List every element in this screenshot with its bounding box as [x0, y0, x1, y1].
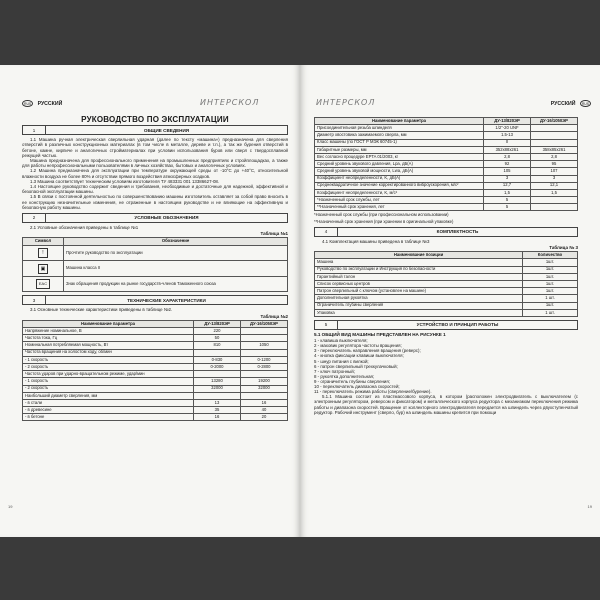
table-row	[315, 139, 578, 146]
table-cell: Коэффициент неопределенности, K, дБ(А)	[315, 175, 484, 182]
table-cell: 50	[194, 335, 241, 342]
package-table	[314, 251, 578, 317]
table-cell: 12,1	[531, 182, 578, 189]
table-cell: 32000	[194, 385, 241, 392]
table-cell: 1шт.	[523, 281, 578, 288]
table-cell: 107	[531, 168, 578, 175]
table-row	[315, 125, 578, 132]
section-title: УСТРОЙСТВО И ПРИНЦИП РАБОТЫ	[416, 322, 499, 328]
list-item: 9 - ограничитель глубины сверления;	[314, 378, 390, 384]
table-header: ДУ-16/1050ЭР	[531, 118, 578, 125]
table-row	[315, 168, 578, 175]
table-row	[315, 302, 578, 309]
section-number: 5	[315, 321, 338, 329]
table-cell: 5	[484, 197, 531, 204]
table-cell: 16	[241, 399, 288, 406]
table-row	[23, 399, 288, 406]
specs-table-continued	[314, 117, 578, 211]
table-cell: 35	[194, 407, 241, 414]
table-header: ДУ-13/820ЭР	[484, 118, 531, 125]
table-cell	[531, 132, 578, 139]
table-cell	[531, 204, 578, 211]
table-cell	[531, 125, 578, 132]
section-title: ТЕХНИЧЕСКИЕ ХАРАКТЕРИСТИКИ	[127, 297, 206, 303]
table-cell: Машина класса II	[64, 261, 288, 277]
list-item: 7 - ключ патронный;	[314, 368, 355, 374]
table-row	[23, 407, 288, 414]
table-cell: 16	[194, 414, 241, 421]
table-cell: Средний уровень звуковой мощности, Lwa, дБ(А)	[315, 168, 484, 175]
paragraph: Машина предназначена для профессионального применения на промышленных предприятиях и стройплощадках, а также для работы непрофессиональными пользователями в личных хозяйствах, бытовых и аналогичных условиях.	[22, 158, 288, 169]
table-row	[315, 182, 578, 189]
table-cell: 358х85х261	[531, 146, 578, 153]
table-cell: - в стали	[23, 399, 194, 406]
paragraph: 3.1 Основные технические характеристики приведены в таблице №2.	[30, 307, 173, 313]
table-row	[315, 281, 578, 288]
paragraph: 1.3 Машина соответствует техническим условиям изготовителя ТУ 483331 001 13386627-08.	[30, 178, 220, 184]
section-header	[22, 295, 288, 305]
table-row	[23, 414, 288, 421]
table-cell: 92	[484, 161, 531, 168]
table-row	[23, 392, 288, 399]
table-header: Обозначение	[64, 238, 288, 245]
table-cell: Машина	[315, 259, 523, 266]
table-header: ДУ-16/1050ЭР	[241, 320, 288, 327]
left-content	[22, 117, 288, 421]
table-cell: Знак обращения продукции на рынке государств-членов Таможенного союза	[64, 276, 288, 292]
table-cell: Частота вращения на холостом ходу, об/мин	[23, 349, 194, 356]
table-cell: Частота тока, Гц	[23, 335, 194, 342]
table-row	[315, 153, 578, 160]
table-cell: Напряжение номинальное, В	[23, 328, 194, 335]
table-row	[23, 342, 288, 349]
lang-label: РУССКИЙ	[37, 100, 63, 107]
table-cell: Список сервисных центров	[315, 281, 523, 288]
footnote: *Назначенный срок службы (при профессиональном использовании)	[314, 212, 449, 218]
table-cell: 0-2000	[194, 363, 241, 370]
table-row	[315, 288, 578, 295]
table-cell: 1шт.	[523, 302, 578, 309]
list-item: 4 - кнопка фиксации клавиши выключателя;	[314, 353, 404, 359]
table-cell: Коэффициент неопределенности, K, м/с²	[315, 189, 484, 196]
table-cell	[194, 349, 241, 356]
table-cell: 1,5	[531, 189, 578, 196]
table-cell: 1 шт.	[523, 295, 578, 302]
table-cell	[241, 392, 288, 399]
right-page	[300, 65, 600, 537]
table-cell: Патрон сверлильный с ключом (установлен на машине)	[315, 288, 523, 295]
right-header	[500, 100, 594, 110]
table-cell: - в бетоне	[23, 414, 194, 421]
table-cell: - в древесине	[23, 407, 194, 414]
parts-list	[314, 338, 578, 394]
section-title: УСЛОВНЫЕ ОБОЗНАЧЕНИЯ	[134, 215, 199, 221]
table-cell: - 1 скорость	[23, 378, 194, 385]
paragraph: 5.1.1 Машина состоит из пластмассового корпуса, в котором (расположен электродвигатель с выключателем (с электронным регулятором, реверсом и фиксатором) и металлического корпуса редуктора с механизмом переключения режима работы и диапазона скоростей. Вращение от коллекторного электродвигателя передается на шпиндель через двухступенчатый редуктор. Рабочий инструмент (сверло, бур) на шпиндель машины крепится при помощи	[314, 394, 578, 415]
table-header: ДУ-13/820ЭР	[194, 320, 241, 327]
table-cell: - 2 скорость	[23, 385, 194, 392]
table-cell: Упаковка	[315, 309, 523, 316]
list-item: 2 - маховик регулятора частоты вращения;	[314, 343, 402, 349]
list-item: 10 - переключатель диапазона скоростей;	[314, 383, 400, 389]
table-row	[23, 245, 288, 261]
table-row	[315, 204, 578, 211]
table-row	[23, 335, 288, 342]
table-header: Наименование параметра	[315, 118, 484, 125]
document-spread	[0, 65, 600, 537]
table-cell: 2,8	[531, 153, 578, 160]
table-cell: 1050	[241, 342, 288, 349]
list-item: 5 - шнур питания с вилкой;	[314, 358, 369, 364]
table-cell: 95	[531, 161, 578, 168]
table-cell: Диаметр хвостовика зажимаемого сверла, мм	[315, 132, 484, 139]
brand-logo: ИНТЕРСКОЛ	[316, 98, 376, 107]
table-cell: 19200	[241, 378, 288, 385]
table-cell: 0-2800	[241, 363, 288, 370]
doc-title: РУКОВОДСТВО ПО ЭКСПЛУАТАЦИИ	[81, 115, 229, 124]
table-cell: 2,8	[484, 153, 531, 160]
table-row	[315, 175, 578, 182]
section-number: 2	[23, 214, 46, 222]
page-number: 19	[587, 504, 592, 509]
table-cell: 1/2"-20 UNF	[484, 125, 531, 132]
table-row	[23, 371, 288, 378]
table-row	[315, 309, 578, 316]
table-cell	[241, 328, 288, 335]
table-row	[23, 349, 288, 356]
table-cell: 20	[241, 414, 288, 421]
list-item: 3 - переключатель направления вращения (реверс);	[314, 348, 421, 354]
paragraph: 1.5 В связи с постоянной деятельностью по совершенствованию машины изготовитель оставляет за собой право вносить в ее конструкцию незначительные изменения, не отраженные в настоящем руководстве и не влияющие на эффективную и безопасную работу машины.	[22, 194, 288, 210]
section-header	[314, 227, 578, 237]
lang-label: РУССКИЙ	[550, 100, 576, 107]
table-cell: Дополнительная рукоятка	[315, 295, 523, 302]
list-item: 1 - клавиша выключателя;	[314, 338, 368, 344]
table-cell: Частота ударов при ударно-вращательном режиме, удар/мин	[23, 371, 194, 378]
list-item: 8 - рукоятка дополнительная;	[314, 373, 375, 379]
table-cell	[241, 371, 288, 378]
table-label: Таблица № 3	[549, 245, 578, 251]
table-cell: 3	[484, 175, 531, 182]
section-header	[22, 125, 288, 135]
table-cell: 1шт.	[523, 259, 578, 266]
table-cell: Номинальная потребляемая мощность, Вт	[23, 342, 194, 349]
table-cell: 0-1200	[241, 356, 288, 363]
class-ii-icon: ▣	[38, 264, 48, 274]
table-row	[23, 363, 288, 370]
table-cell: Ограничитель глубины сверления	[315, 302, 523, 309]
table-cell: Гарантийный талон	[315, 273, 523, 280]
table-cell: *Назначенный срок службы, лет	[315, 197, 484, 204]
table-cell: Среднеквадратичное значение корректированного виброускорения, м/с²	[315, 182, 484, 189]
table-cell	[241, 349, 288, 356]
table-cell: 1шт.	[523, 288, 578, 295]
table-cell: Наибольший диаметр сверления, мм	[23, 392, 194, 399]
right-content	[314, 117, 578, 415]
table-cell: Вес согласно процедуре EPTA 01/2003, кг	[315, 153, 484, 160]
table-row	[315, 161, 578, 168]
table-row	[315, 295, 578, 302]
table-cell: 32000	[241, 385, 288, 392]
paragraph: 1.4 Настоящее руководство содержит сведения и требования, необходимые и достаточные для надежной, эффективной и безопасной эксплуатации машины.	[22, 184, 288, 195]
list-item: 11 - переключатель режима работы (сверление/бурение).	[314, 389, 432, 395]
table-cell	[194, 371, 241, 378]
section-header	[314, 320, 578, 330]
section-title: КОМПЛЕКТНОСТЬ	[436, 229, 479, 235]
table-row	[315, 259, 578, 266]
page-number: 19	[8, 504, 13, 509]
table-cell: **Назначенный срок хранения, лет	[315, 204, 484, 211]
table-header: Количество	[523, 252, 578, 259]
table-row	[23, 276, 288, 292]
table-cell: Руководство по эксплуатации и Инструкция по безопасности	[315, 266, 523, 273]
section-number: 3	[23, 296, 46, 304]
table-cell: 810	[194, 342, 241, 349]
table-row	[315, 132, 578, 139]
table-cell: 40	[241, 407, 288, 414]
brand-logo: ИНТЕРСКОЛ	[200, 98, 260, 107]
table-header: Наименование позиции	[315, 252, 523, 259]
table-label: Таблица №1	[260, 231, 288, 237]
table-row	[315, 189, 578, 196]
table-row	[23, 385, 288, 392]
table-label: Таблица №2	[260, 313, 288, 319]
table-cell: 1 шт.	[523, 309, 578, 316]
table-cell: 13280	[194, 378, 241, 385]
table-cell: 1шт.	[523, 266, 578, 273]
subsection-title: 5.1 ОБЩИЙ ВИД МАШИНЫ ПРЕДСТАВЛЕН НА РИСУНКЕ 1	[314, 331, 446, 337]
symbols-table	[22, 237, 288, 292]
list-item: 6 - патрон сверлильный трехкулачковый;	[314, 363, 398, 369]
table-cell: 13	[194, 399, 241, 406]
table-cell: 352х88х261	[484, 146, 531, 153]
table-cell: Класс машины (по ГОСТ Р МЭК 60745-1)	[315, 139, 484, 146]
manual-icon: !	[38, 248, 48, 258]
table-cell: 105	[484, 168, 531, 175]
paragraph: 2.1 Условные обозначения приведены в таблице №1	[30, 225, 139, 231]
table-cell: 12,7	[484, 182, 531, 189]
section-number: 1	[23, 126, 46, 134]
section-number: 4	[315, 228, 338, 236]
table-cell: 1.5-13	[484, 132, 531, 139]
table-cell	[194, 392, 241, 399]
table-cell: Габаритные размеры, мм	[315, 146, 484, 153]
table-cell	[531, 197, 578, 204]
table-cell: 1шт.	[523, 273, 578, 280]
table-cell: Прочтите руководство по эксплуатации	[64, 245, 288, 261]
table-cell	[531, 139, 578, 146]
paragraph: 1.2 Машина предназначена для эксплуатации при температуре окружающей среды от -10°С до +40°С, относительной влажности воздуха не более 80% и отсутствии прямого воздействия атмосферных осадков.	[22, 168, 288, 179]
table-cell: 220	[194, 328, 241, 335]
table-cell: - 1 скорость	[23, 356, 194, 363]
specs-table	[22, 320, 288, 422]
section-title: ОБЩИЕ СВЕДЕНИЯ	[143, 127, 190, 133]
eac-icon: EAC	[36, 279, 50, 289]
table-cell: 1,5	[484, 189, 531, 196]
table-header: Символ	[23, 238, 64, 245]
table-row	[23, 378, 288, 385]
table-row	[315, 273, 578, 280]
table-cell: II	[484, 139, 531, 146]
table-cell	[241, 335, 288, 342]
table-row	[23, 356, 288, 363]
lang-badge: RUS	[24, 101, 32, 106]
paragraph: 4.1 Комплектация машины приведена в таблице №3	[322, 238, 430, 244]
table-cell: Присоединительная резьба шпинделя	[315, 125, 484, 132]
paragraph: 1.1 Машина ручная электрическая сверлильная ударная (далее по тексту «машина») предназначена для сверления отверстий в различных конструкционных материалах (в том числе в металле, дереве и т.п.), а так же бурения отверстий в бетоне, камне, кирпиче и аналогичных стройматериалах при условии использования буров или сверл с твердосплавной режущей частью.	[22, 137, 288, 158]
left-page	[0, 65, 300, 537]
table-header: Наименование параметра	[23, 320, 194, 327]
table-row	[315, 197, 578, 204]
table-row	[23, 261, 288, 277]
table-cell: Средний уровень звукового давления, Lpa, дБ(А)	[315, 161, 484, 168]
table-cell: 0-830	[194, 356, 241, 363]
table-row	[315, 266, 578, 273]
table-cell: 5	[484, 204, 531, 211]
lang-badge: RUS	[581, 101, 589, 106]
table-cell: - 2 скорость	[23, 363, 194, 370]
footnote: **Назначенный срок хранения (при хранении в оригинальной упаковке)	[314, 218, 454, 224]
table-cell: 3	[531, 175, 578, 182]
table-row	[315, 146, 578, 153]
section-header	[22, 213, 288, 223]
table-row	[23, 328, 288, 335]
